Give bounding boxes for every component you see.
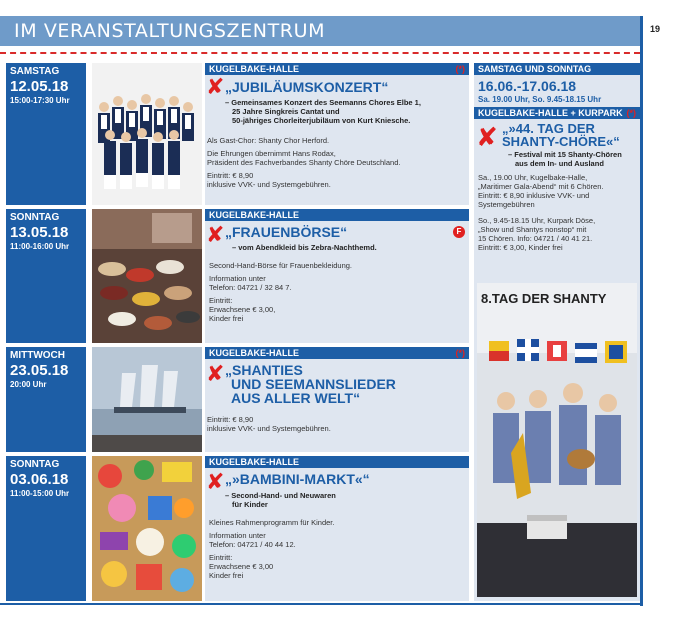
x-mark-icon: ✘ — [476, 123, 498, 153]
feature-date: 16.06.-17.06.18 — [478, 78, 577, 94]
text-line: „Show und Shantys nonstop“ mit — [478, 225, 587, 234]
feature-times: Sa. 19.00 Uhr, So. 9.45-18.15 Uhr — [478, 95, 602, 104]
text-line: Kleines Rahmenprogramm für Kinder. — [209, 518, 335, 527]
text-line: Als Gast-Chor: Shanty Chor Herford. — [207, 136, 330, 145]
event-subtitle: – vom Abendkleid bis Zebra-Nachthemd. — [232, 243, 377, 252]
title-line: AUS ALLER WELT“ — [231, 390, 361, 406]
event-date: 23.05.18 — [10, 362, 69, 379]
text-line: Second-Hand-Börse für Frauenbekleidung. — [209, 261, 353, 270]
venue-label: KUGELBAKE-HALLE — [209, 210, 299, 220]
event-time: 11:00-15:00 Uhr — [10, 489, 70, 498]
asterisk-marker: (*) — [455, 64, 465, 74]
event-subtitle — [225, 98, 421, 125]
text-line: Information unter — [209, 531, 266, 540]
venue-label: KUGELBAKE-HALLE + KURPARK — [478, 108, 623, 118]
event-day: MITTWOCH — [10, 350, 65, 361]
feature-photo-shanty-choir — [477, 283, 637, 597]
subtitle-line: für Kinder — [232, 500, 268, 509]
event-venue — [205, 456, 469, 468]
event-card — [205, 456, 469, 601]
subtitle-line: 25 Jahre Singkreis Cantat und — [232, 107, 340, 116]
event-photo-tall-ship — [92, 347, 202, 452]
text-line: Eintritt: € 3,00, Kinder frei — [478, 243, 563, 252]
subtitle-line: – Gemeinsames Konzert des Seemanns Chores Elbe 1, — [225, 98, 421, 107]
x-mark-icon: ✘ — [206, 470, 225, 495]
f-badge-icon: F — [453, 226, 465, 238]
feature-saturday-info — [474, 171, 640, 209]
x-mark-icon: ✘ — [206, 75, 225, 100]
feature-sunday-info — [474, 209, 640, 252]
bottom-border-rule — [0, 603, 643, 605]
page-title: IM VERANSTALTUNGSZENTRUM — [14, 20, 326, 42]
event-day: SAMSTAG — [10, 66, 60, 77]
feature-subtitle — [508, 150, 622, 168]
subtitle-line: 50-jähriges Chorleiterjubiläum von Kurt Kniesche. — [232, 116, 411, 125]
event-title — [225, 363, 396, 405]
feature-venue — [474, 107, 640, 119]
text-line: Kinder frei — [209, 314, 244, 323]
event-photo-toys — [92, 456, 202, 601]
title-line: UND SEEMANNSLIEDER — [231, 376, 396, 392]
event-card — [205, 63, 469, 205]
feature-dates — [474, 75, 640, 104]
x-mark-icon: ✘ — [206, 362, 225, 387]
event-venue — [205, 347, 469, 359]
title-line: SHANTY-CHÖRE«“ — [502, 134, 620, 149]
event-card — [205, 209, 469, 343]
subtitle-line: aus dem In- und Ausland — [515, 159, 604, 168]
text-line: Kinder frei — [209, 571, 244, 580]
event-venue — [205, 209, 469, 221]
text-line: Die Ehrungen übernimmt Hans Rodax, — [207, 149, 336, 158]
text-line: Eintritt: € 8,90 inklusive VVK- und — [478, 191, 590, 200]
text-line: 15 Chören. Info: 04721 / 40 41 21. — [478, 234, 593, 243]
text-line: So., 9.45-18.15 Uhr, Kurpark Döse, — [478, 216, 596, 225]
subtitle-line: – Festival mit 15 Shanty-Chören — [508, 150, 622, 159]
text-line: inklusive VVK- und Systemgebühren. — [207, 424, 331, 433]
event-venue — [205, 63, 469, 75]
venue-label: KUGELBAKE-HALLE — [209, 64, 299, 74]
event-date: 03.06.18 — [10, 471, 69, 488]
text-line: Sa., 19.00 Uhr, Kugelbake-Halle, — [478, 173, 588, 182]
text-line: inklusive VVK- und Systemgebühren. — [207, 180, 331, 189]
event-photo-shoes — [92, 209, 202, 343]
text-line: Information unter — [209, 274, 266, 283]
text-line: „Maritimer Gala-Abend“ mit 6 Chören. — [478, 182, 604, 191]
event-day: SONNTAG — [10, 459, 60, 470]
event-description — [207, 136, 400, 189]
event-time: 20:00 Uhr — [10, 380, 47, 389]
text-line: Systemgebühren — [478, 200, 535, 209]
event-title: „FRAUENBÖRSE“ — [225, 224, 348, 240]
event-day: SONNTAG — [10, 212, 60, 223]
event-date: 12.05.18 — [10, 78, 69, 95]
title-line: „SHANTIES — [225, 362, 303, 378]
text-line: Eintritt: — [209, 553, 233, 562]
page-number: 19 — [650, 24, 661, 34]
date-box — [6, 209, 86, 343]
venue-label: KUGELBAKE-HALLE — [209, 348, 299, 358]
event-subtitle — [225, 491, 336, 509]
date-box — [6, 347, 86, 452]
event-title: „»BAMBINI-MARKT«“ — [225, 471, 370, 487]
feature-title-block — [474, 119, 640, 171]
text-line: Eintritt: € 8,90 — [207, 171, 254, 180]
right-border-rule — [640, 16, 643, 606]
feature-event-column — [474, 63, 640, 601]
text-line: Telefon: 04721 / 32 84 7. — [209, 283, 292, 292]
subtitle-line: – Second-Hand- und Neuwaren — [225, 491, 336, 500]
text-line: Eintritt: — [209, 296, 233, 305]
text-line: Eintritt: € 8,90 — [207, 415, 254, 424]
feature-days: SAMSTAG UND SONNTAG — [474, 63, 640, 75]
event-description — [207, 415, 331, 433]
event-card — [205, 347, 469, 452]
event-time: 11:00-16:00 Uhr — [10, 242, 70, 251]
event-time: 15:00-17:30 Uhr — [10, 96, 70, 105]
event-photo-choir — [92, 63, 202, 205]
venue-label: KUGELBAKE-HALLE — [209, 457, 299, 467]
event-description — [209, 261, 352, 323]
dashed-divider — [0, 52, 640, 54]
text-line: Telefon: 04721 / 40 44 12. — [209, 540, 296, 549]
date-box — [6, 63, 86, 205]
text-line: Erwachsene € 3,00 — [209, 562, 274, 571]
text-line: Präsident des Fachverbandes Shanty Chöre Deutschland. — [207, 158, 401, 167]
text-line: Erwachsene € 3,00, — [209, 305, 276, 314]
event-description — [209, 518, 334, 580]
date-box — [6, 456, 86, 601]
event-title: „JUBILÄUMSKONZERT“ — [225, 79, 389, 95]
feature-title — [502, 122, 620, 148]
title-line: „»44. TAG DER — [502, 121, 595, 136]
event-date: 13.05.18 — [10, 224, 69, 241]
asterisk-marker: (*) — [626, 108, 636, 118]
x-mark-icon: ✘ — [206, 223, 225, 248]
photo-banner-text: 8.TAG DER SHANTY — [481, 291, 607, 306]
asterisk-marker: (*) — [455, 348, 465, 358]
